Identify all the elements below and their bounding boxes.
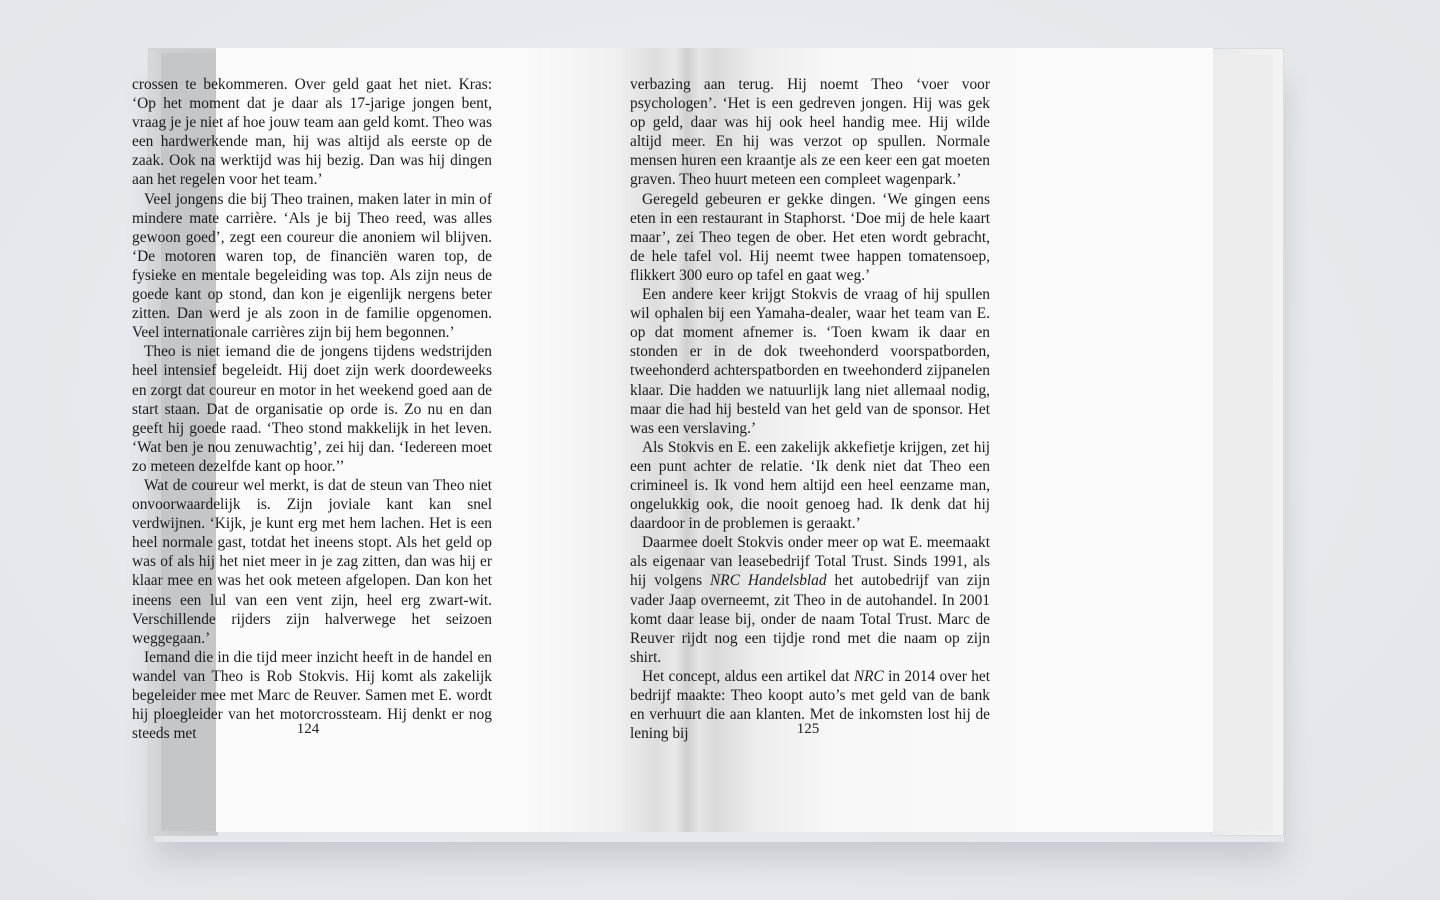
- paragraph: Veel jongens die bij Theo trainen, maken later in min of mindere mate carrière. ‘Als je bij Theo reed, was alles gewoon goed’, zegt een coureur die anoniem wil blijven. ‘De motoren waren top, de financiën waren top, de fysieke en mentale begeleiding was top. Als zijn neus de goede kant op stond, dan kon je eigenlijk nergens beter zitten. Dan werd je als zoon in de familie opgenomen. Veel internationale carrières zijn bij hem begonnen.’: [132, 190, 492, 342]
- paragraph: Wat de coureur wel merkt, is dat de steun van Theo niet onvoorwaardelijk is. Zijn joviale kant kan snel verdwijnen. ‘Kijk, je kunt erg met hem lachen. Het is een heel normale gast, totdat het ineens stopt. Als het geld op was of als hij het niet meer in je zag zitten, dan was hij er klaar mee en was het ook meteen afgelopen. Dan kon het ineens een lul van een vent zijn, heel erg zwart-wit. Verschillende rijders zijn halverwege het seizoen weggegaan.’: [132, 476, 492, 647]
- left-page-text: [132, 75, 492, 743]
- page-edges-right: [1210, 48, 1284, 836]
- paragraph: Daarmee doelt Stokvis onder meer op wat E. meemaakt als eigenaar van leasebedrijf Total Trust. Sinds 1991, als hij volgens NRC Handelsblad het autobedrijf van zijn vader Jaap overneemt, zit Theo in de autohandel. In 2001 komt daar lease bij, onder de naam Total Trust. Marc de Reuver rijdt nog een tijdje rond met die naam op zijn shirt.: [630, 534, 990, 666]
- newspaper-title: NRC: [853, 667, 884, 685]
- paragraph: crossen te bekommeren. Over geld gaat het niet. Kras: ‘Op het moment dat je daar als 17-jarige jongen bent, vraag je je niet af hoe jouw team aan geld komt. Theo was een hardwerkende man, hij was altijd als eerste op de zaak. Ook na werktijd was hij bezig. Dan was hij dingen aan het regelen voor het team.’: [132, 76, 492, 189]
- right-page-text: [630, 75, 990, 743]
- newspaper-title: NRC Handelsblad: [710, 572, 827, 590]
- paragraph: Iemand die in die tijd meer inzicht heeft in de handel en wandel van Theo is Rob Stokvis. Hij komt als zakelijk begeleider mee met Marc de Reuver. Samen met E. wordt hij ploegleider van het motorcrossteam. Hij denkt er nog steeds met: [132, 648, 492, 743]
- paragraph: Een andere keer krijgt Stokvis de vraag of hij spullen wil ophalen bij een Yamaha-dealer, waar het team van E. op dat moment afnemer is. ‘Toen kwam ik daar en stonden er in de dok tweehonderd voorspatborden, tweehonderd achterspatborden en tweehonderd zijpanelen klaar. Die hadden we natuurlijk lang niet allemaal nodig, maar die had hij besteld van het geld van de sponsor. Het was een verslaving.’: [630, 286, 990, 437]
- paragraph: verbazing aan terug. Hij noemt Theo ‘voer voor psychologen’. ‘Het is een gedreven jongen. Hij was gek op geld, daar was hij ook heel handig mee. Hij wilde altijd meer. En hij was verzot op spullen. Normale mensen huren een kraantje als ze een keer een gat moeten graven. Theo huurt meteen een compleet wagenpark.’: [630, 76, 990, 189]
- paragraph: Theo is niet iemand die de jongens tijdens wedstrijden heel intensief begeleidt. Hij doet zijn werk doordeweeks en zorgt dat coureur en motor in het weekend goed aan de start staan. Dat de organisatie op orde is. Zo nu en dan geeft hij goede raad. ‘Theo stond makkelijk in het leven. ‘Wat ben je nou zenuwachtig’, zei hij dan. ‘Iedereen moet zo meteen dezelfde kant op hoor.’’: [132, 343, 492, 475]
- paragraph: Als Stokvis en E. een zakelijk akkefietje krijgen, zet hij een punt achter de relatie. ‘Ik denk niet dat Theo een crimineel is. Ik vond hem altijd een heel eenzame man, ongelukkig ook, die nooit genoeg had. Ik denk dat hij daardoor in de problemen is geraakt.’: [630, 438, 990, 533]
- paragraph: Geregeld gebeuren er gekke dingen. ‘We gingen eens eten in een restaurant in Staphorst. ‘Doe mij de hele kaart maar’, zei Theo tegen de ober. Het eten wordt gebracht, de hele tafel vol. Hij neemt twee happen tomatensoep, flikkert 300 euro op tafel en gaat weg.’: [630, 190, 990, 284]
- paragraph: Het concept, aldus een artikel dat NRC in 2014 over het bedrijf maakte: Theo koopt auto’s met geld van de bank en verhuurt die aan klanten. Met de inkomsten lost hij de lening bij: [630, 667, 991, 743]
- page-number-left: 124: [296, 721, 320, 737]
- page-number-right: 125: [796, 721, 820, 737]
